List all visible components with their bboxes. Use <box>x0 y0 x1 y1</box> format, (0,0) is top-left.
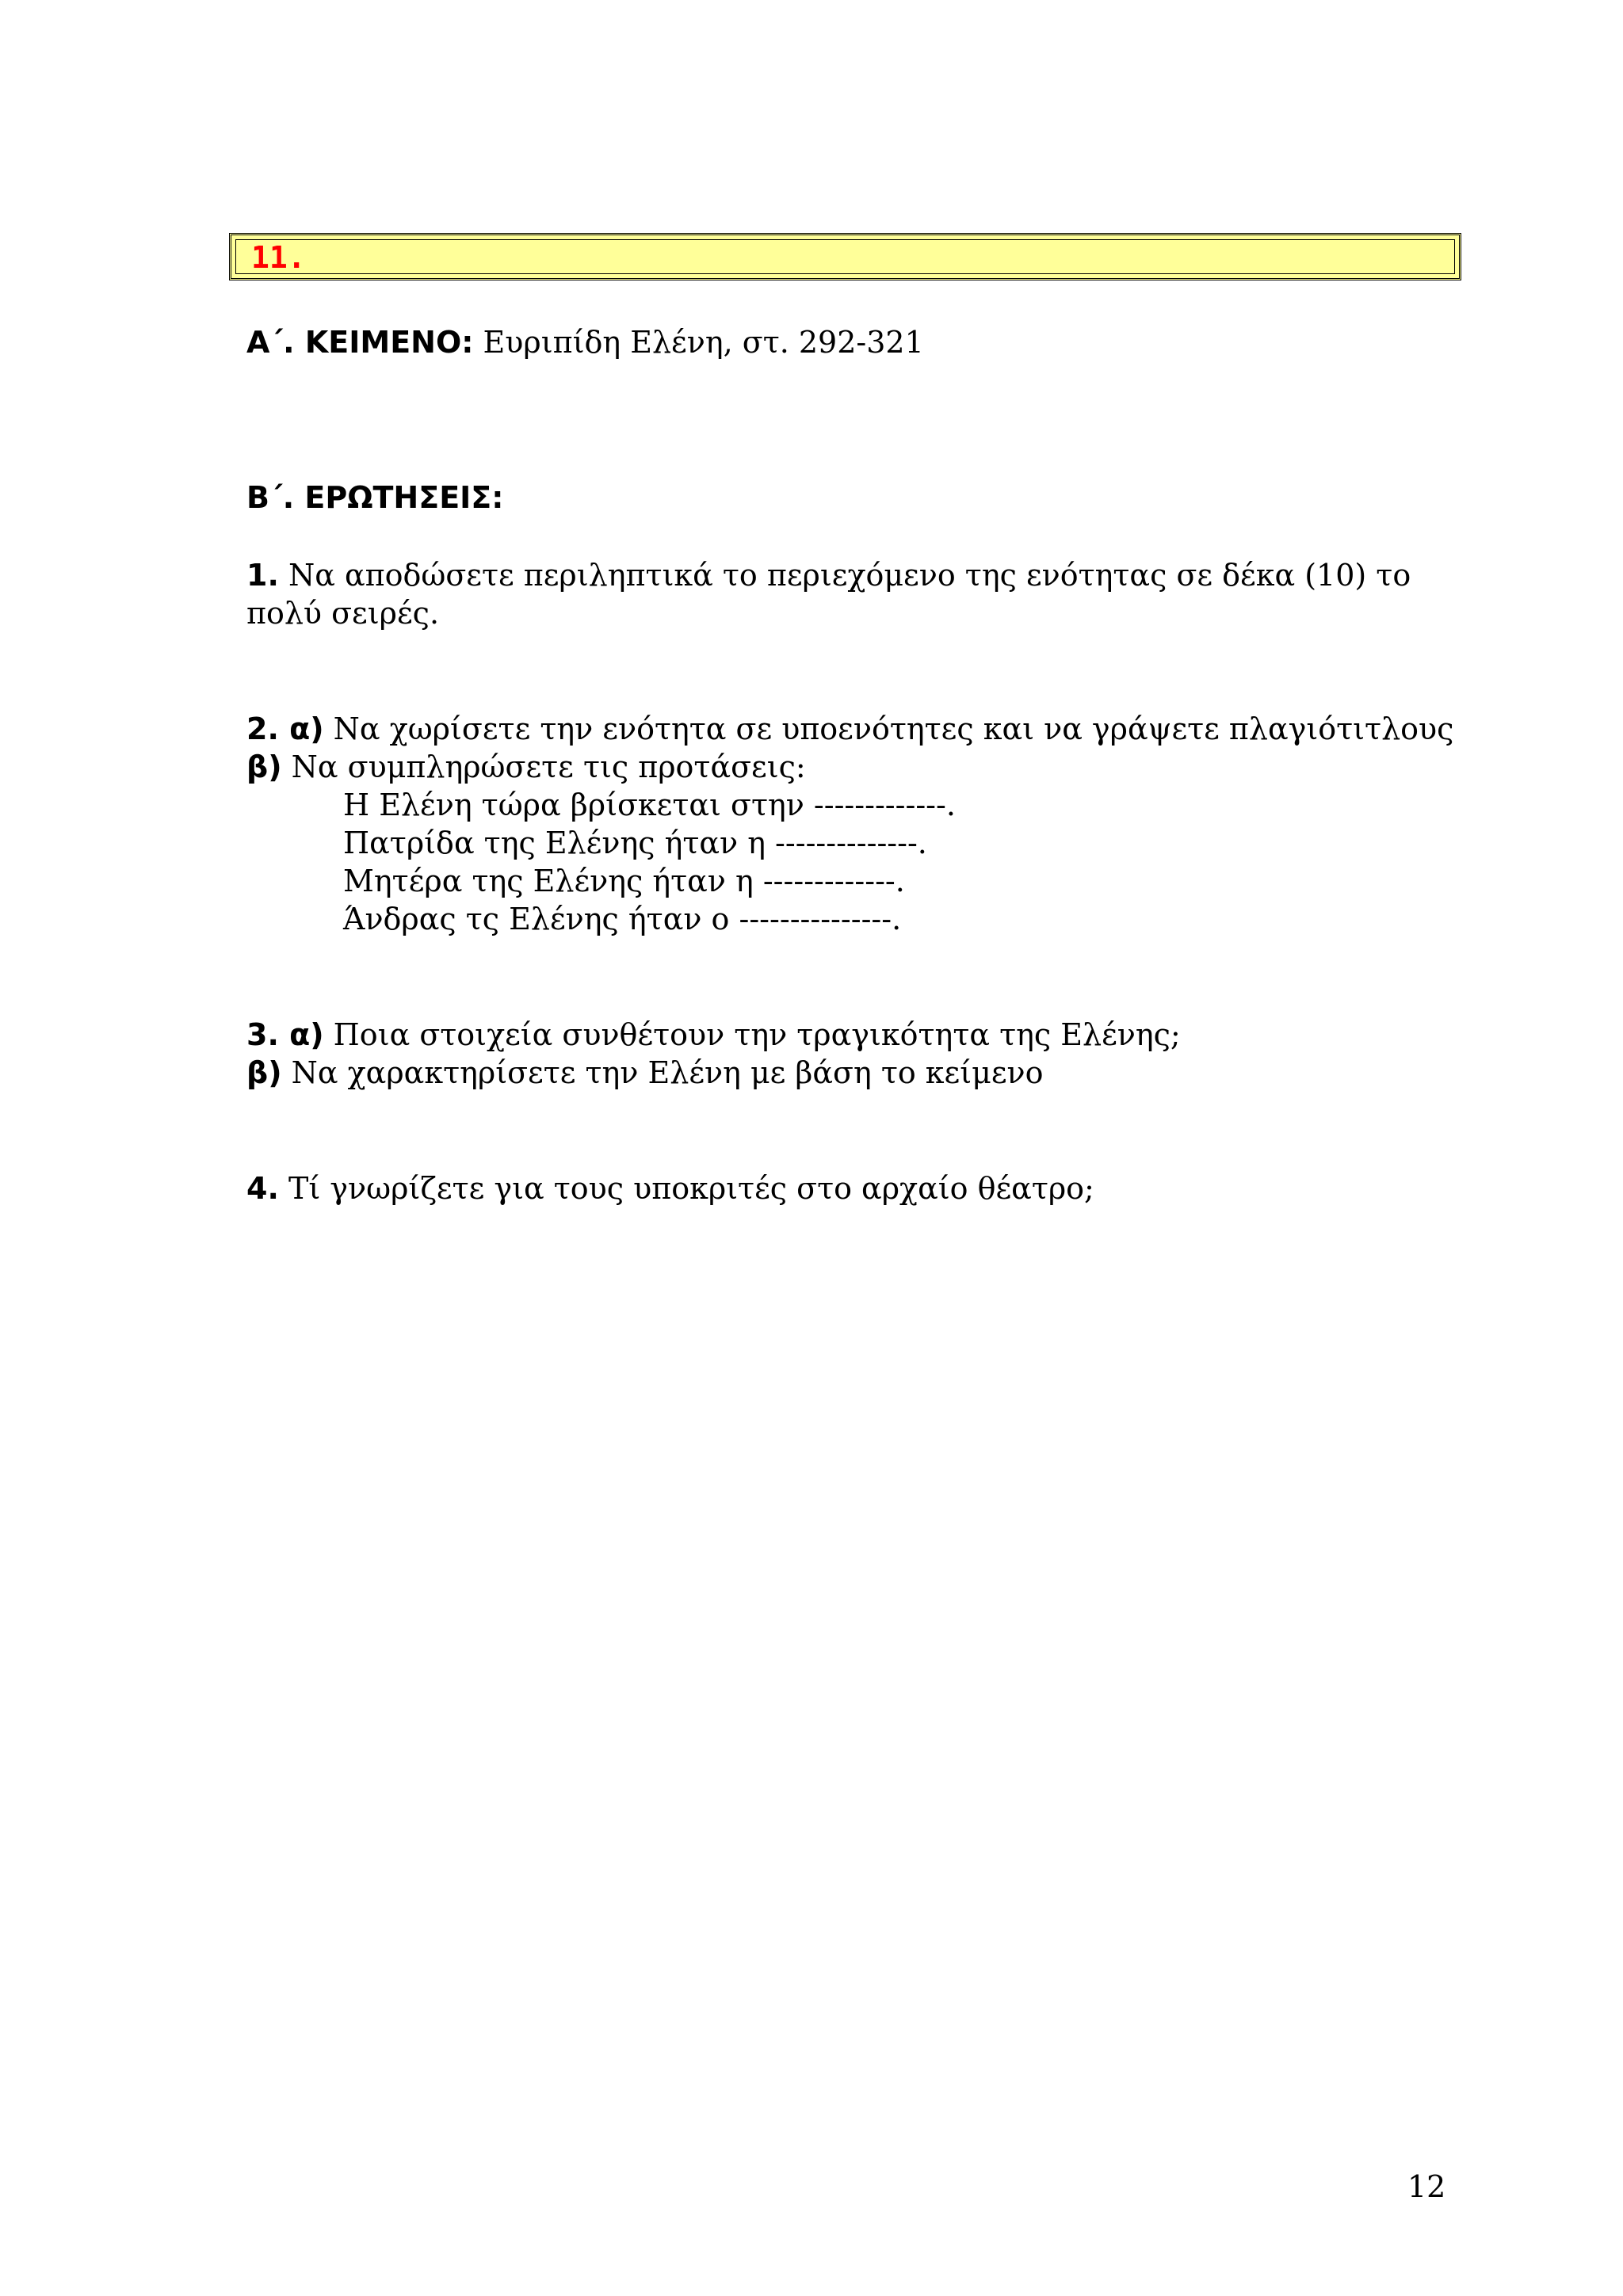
question-1-line-2 <box>246 594 439 632</box>
question-3b-label: β) <box>246 1055 282 1090</box>
question-1-line-1 <box>246 556 1411 594</box>
question-4-number: 4. <box>246 1171 279 1206</box>
fill-in-sentence: Η Ελένη τώρα βρίσκεται στην -------------. <box>343 788 956 822</box>
question-1-text: Να αποδώσετε περιληπτικά το περιεχόμενο της ενότητας σε δέκα (10) το <box>278 558 1411 593</box>
section-a-text: Ευριπίδη Ελένη, στ. 292-321 <box>473 325 924 360</box>
question-2a-label: α) <box>278 711 324 746</box>
section-title-box <box>229 233 1461 280</box>
fill-in-sentence: Μητέρα της Ελένης ήταν η -------------. <box>343 864 905 898</box>
fill-in-sentence: Πατρίδα της Ελένης ήταν η --------------. <box>343 826 927 860</box>
question-3a-label: α) <box>278 1017 324 1052</box>
question-2b-line <box>246 748 806 786</box>
question-3a-line <box>246 1016 1181 1054</box>
fill-in-sentence: Άνδρας τς Ελένης ήταν ο ---------------. <box>343 902 902 936</box>
question-2a-text: Να χωρίσετε την ενότητα σε υποενότητες και να γράψετε πλαγιότιτλους <box>323 711 1454 746</box>
section-b-label: Β΄. ΕΡΩΤΗΣΕΙΣ: <box>246 480 504 515</box>
question-2-number: 2. <box>246 711 279 746</box>
section-number: 11. <box>251 240 306 275</box>
question-4-text: Τί γνωρίζετε για τους υποκριτές στο αρχαίο θέατρο; <box>278 1171 1094 1206</box>
question-1-text-cont: πολύ σειρές. <box>246 596 440 631</box>
section-a-line <box>246 323 924 361</box>
question-1-number: 1. <box>246 558 279 593</box>
section-a-label: Α΄. ΚΕΙΜΕΝΟ: <box>246 325 474 360</box>
section-b-heading <box>246 479 503 517</box>
question-2b-text: Να συμπληρώσετε τις προτάσεις: <box>281 749 806 784</box>
question-4-line <box>246 1169 1094 1207</box>
question-2b-label: β) <box>246 749 282 784</box>
question-3-number: 3. <box>246 1017 279 1052</box>
question-2a-line <box>246 710 1453 748</box>
page-number: 12 <box>1407 2169 1446 2204</box>
question-3b-text: Να χαρακτηρίσετε την Ελένη με βάση το κείμενο <box>281 1055 1044 1090</box>
question-3b-line <box>246 1054 1044 1092</box>
question-3a-text: Ποια στοιχεία συνθέτουν την τραγικότητα της Ελένης; <box>323 1017 1181 1052</box>
